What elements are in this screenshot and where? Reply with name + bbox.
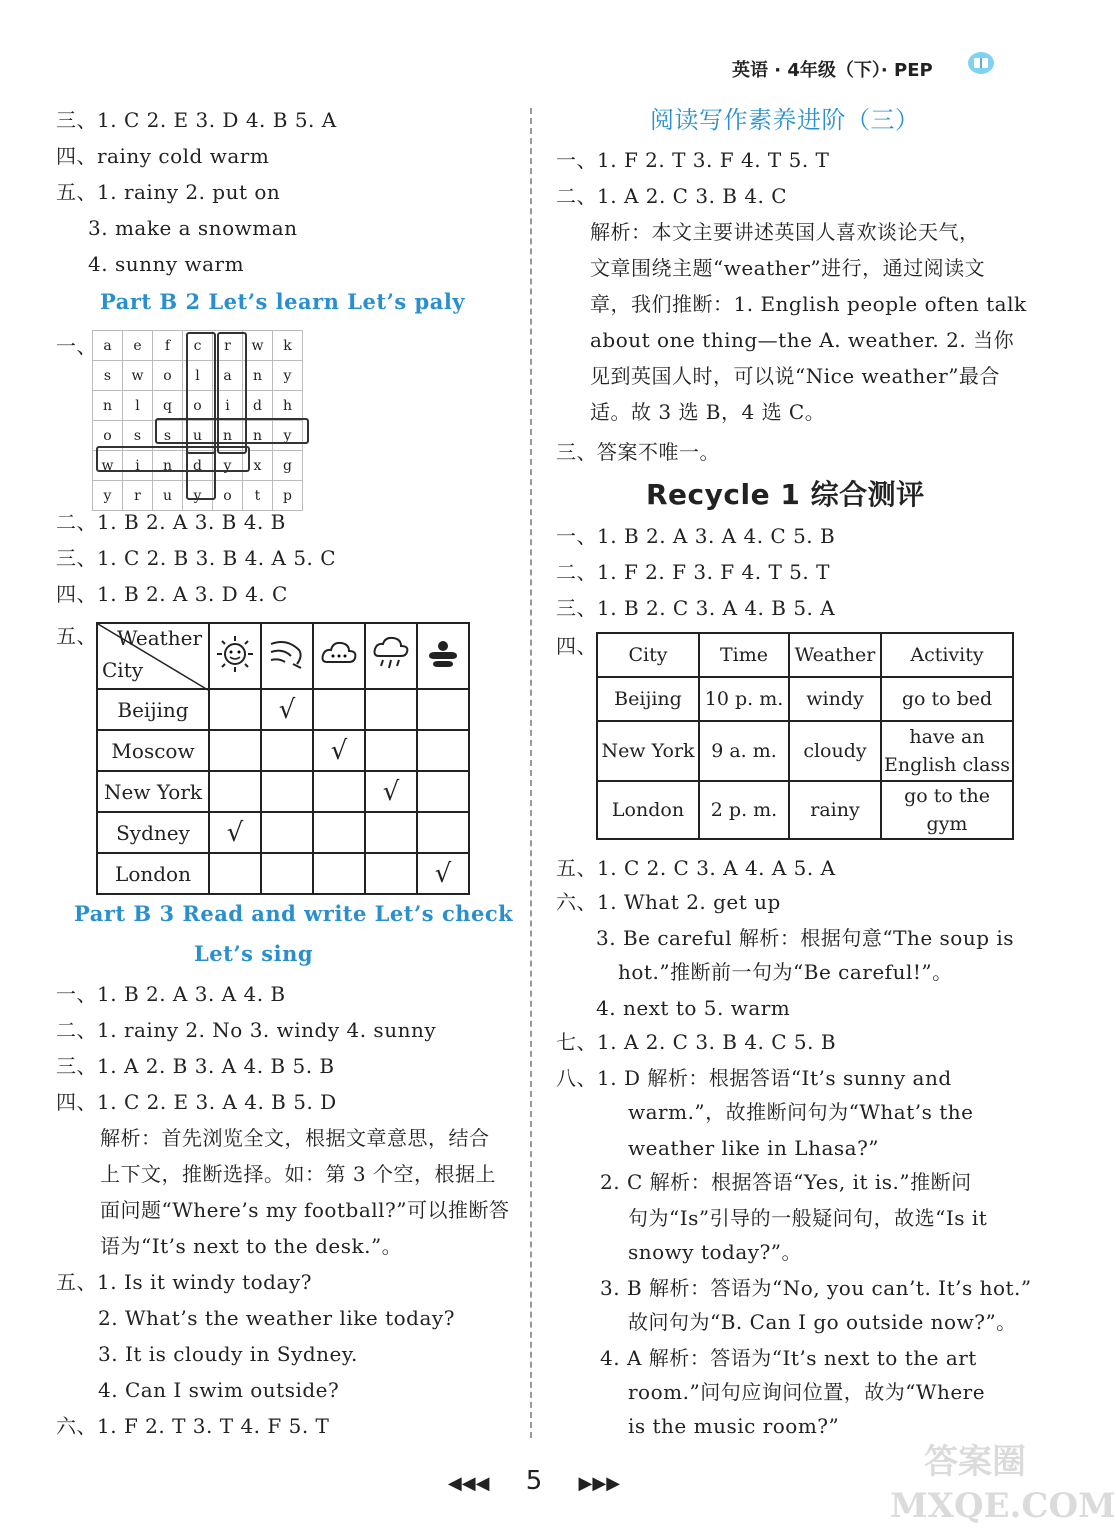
grid-cell: y [93,481,123,511]
grid-cell: o [153,361,183,391]
grid-cell: u [153,481,183,511]
word-box-dy [186,446,216,500]
section-title: Recycle 1 综合测评 [646,478,925,511]
grid-cell: e [123,331,153,361]
answer-line: 二、1. rainy 2. No 3. windy 4. sunny [56,1018,437,1042]
city-table-row [597,781,1013,839]
check-cell [209,853,261,894]
grid-cell: u [183,421,213,451]
check-cell [313,771,365,812]
table-cell: London [597,781,699,839]
city-table-row [597,721,1013,781]
city-cell: New York [97,771,209,812]
answer-line: 一、1. F 2. T 3. F 4. T 5. T [556,148,830,172]
answer-line: 五、1. Is it windy today? [56,1270,312,1294]
table-cell: rainy [789,781,881,839]
grid-cell: n [243,421,273,451]
grid-cell: y [273,421,303,451]
city-cell: Sydney [97,812,209,853]
weather-row [97,853,469,894]
check-cell [365,689,417,730]
check-cell [417,730,469,771]
answer-line: 4. Can I swim outside? [98,1378,340,1402]
check-cell [261,853,313,894]
grid-cell: h [273,391,303,421]
grid-cell: r [123,481,153,511]
answer-line: 三、1. A 2. B 3. A 4. B 5. B [56,1054,335,1078]
grid-cell: d [243,391,273,421]
check-cell [261,730,313,771]
answer-line: 四、1. C 2. E 3. A 4. B 5. D [56,1090,337,1114]
explanation-line: 见到英国人时，可以说“Nice weather”最合 [590,364,1000,388]
header-cell: Activity [881,633,1013,677]
answer-line: 四、1. B 2. A 3. D 4. C [56,582,288,606]
grid-cell: o [213,481,243,511]
grid-cell: r [213,331,243,361]
check-cell [313,812,365,853]
explanation-line: 4. A 解析：答语为“It’s next to the art [600,1346,977,1370]
answer-line: 三、1. C 2. E 3. D 4. B 5. A [56,108,337,132]
grid-cell: a [213,361,243,391]
question-label: 四、 [556,634,597,658]
answer-line: 六、1. F 2. T 3. T 4. F 5. T [56,1414,330,1438]
grid-cell: n [243,361,273,391]
grid-cell: w [123,361,153,391]
header-cell: Weather [789,633,881,677]
table-cell: have an English class [881,721,1013,781]
city-cell: Moscow [97,730,209,771]
answer-line: 三、答案不唯一。 [556,440,720,464]
answer-line: 六、1. What 2. get up [556,890,781,914]
check-cell: √ [417,853,469,894]
city-table-row [597,677,1013,721]
section-title: Part B 3 Read and write Let’s check [74,901,514,926]
grid-cell: a [93,331,123,361]
prev-page-icon[interactable]: ◀◀◀ [447,1473,490,1494]
explanation-line: hot.”推断前一句为“Be careful!”。 [618,960,953,984]
table-cell: Beijing [597,677,699,721]
explanation-line: 文章围绕主题“weather”进行，通过阅读文 [590,256,986,280]
column-divider [530,108,532,1438]
city-table [596,632,1014,840]
grid-cell: x [243,451,273,481]
grid-cell: k [273,331,303,361]
check-cell [209,689,261,730]
explanation-line: about one thing—the A. weather. 2. 当你 [590,328,1015,352]
explanation-line: 面问题“Where’s my football?”可以推断答 [100,1198,510,1222]
weather-table [96,622,470,895]
table-cell: 9 a. m. [699,721,789,781]
explanation-line: weather like in Lhasa?” [628,1136,880,1160]
weather-row [97,771,469,812]
explanation-line: room.”问句应询问位置，故为“Where [628,1380,986,1404]
explanation-line: is the music room?” [628,1414,840,1438]
answer-line: 3. make a snowman [88,216,298,240]
check-cell [417,812,469,853]
section-title: 阅读写作素养进阶（三） [650,106,920,134]
explanation-line: 八、1. D 解析：根据答语“It’s sunny and [556,1066,952,1090]
grid-cell: y [213,451,243,481]
grid-cell: g [273,451,303,481]
header-cell: Time [699,633,789,677]
grid-cell: t [243,481,273,511]
check-cell: √ [365,771,417,812]
explanation-line: 解析：首先浏览全文，根据文章意思，结合 [100,1126,490,1150]
explanation-line: warm.”，故推断问句为“What’s the [628,1100,974,1124]
grid-cell: w [243,331,273,361]
weather-row [97,689,469,730]
grid-cell: y [183,481,213,511]
weather-row [97,812,469,853]
answer-line: 五、1. rainy 2. put on [56,180,281,204]
answer-line: 三、1. C 2. B 3. B 4. A 5. C [56,546,337,570]
check-cell [313,853,365,894]
grid-cell: q [153,391,183,421]
grid-cell: l [183,361,213,391]
word-box-sunny [155,418,309,444]
cloud-icon [313,623,365,689]
grid-cell: o [183,391,213,421]
check-cell [261,812,313,853]
header-title: 英语 · 4年级（下）· PEP [732,60,933,81]
grid-cell: n [153,451,183,481]
cloud-sun-icon [417,623,469,689]
explanation-line: 故问句为“B. Can I go outside now?”。 [628,1310,1017,1334]
answer-line: 二、1. F 2. F 3. F 4. T 5. T [556,560,830,584]
city-cell: Beijing [97,689,209,730]
answer-line: 一、1. B 2. A 3. A 4. B [56,982,286,1006]
check-cell [261,771,313,812]
grid-cell: i [213,391,243,421]
next-page-icon[interactable]: ▶▶▶ [578,1473,621,1494]
answer-line: 四、rainy cold warm [56,144,270,168]
grid-cell: n [213,421,243,451]
answer-line: 七、1. A 2. C 3. B 4. C 5. B [556,1030,837,1054]
explanation-line: 3. Be careful 解析：根据句意“The soup is [596,926,1015,950]
grid-cell: p [273,481,303,511]
explanation-line: 语为“It’s next to the desk.”。 [100,1234,403,1258]
wind-icon [261,623,313,689]
check-cell [209,730,261,771]
table-cell: cloudy [789,721,881,781]
answer-line: 一、1. B 2. A 3. A 4. C 5. B [556,524,836,548]
city-table-header [597,633,1013,677]
check-cell [365,730,417,771]
explanation-line: 上下文，推断选择。如：第 3 个空，根据上 [100,1162,496,1186]
section-title: Part B 2 Let’s learn Let’s paly [100,289,465,314]
table-cell: 2 p. m. [699,781,789,839]
page-number: 5 [525,1466,543,1496]
weather-row [97,730,469,771]
weather-header: Weather [117,626,202,650]
word-box-windy [96,446,250,472]
check-cell [313,689,365,730]
table-cell: New York [597,721,699,781]
grid-cell: i [123,451,153,481]
check-cell: √ [313,730,365,771]
book-icon [966,50,996,76]
check-cell [365,853,417,894]
explanation-line: 2. C 解析：根据答语“Yes, it is.”推断问 [600,1170,972,1194]
grid-cell: y [273,361,303,391]
rain-icon [365,623,417,689]
grid-cell: n [93,391,123,421]
sun-icon [209,623,261,689]
explanation-line: 3. B 解析：答语为“No, you can’t. It’s hot.” [600,1276,1032,1300]
check-cell [417,689,469,730]
check-cell: √ [209,812,261,853]
answer-line: 4. next to 5. warm [596,996,791,1020]
answer-line: 4. sunny warm [88,252,245,276]
explanation-line: 解析：本文主要讲述英国人喜欢谈论天气， [590,220,980,244]
table-cell: go to bed [881,677,1013,721]
grid-cell: c [183,331,213,361]
answer-line: 2. What’s the weather like today? [98,1306,455,1330]
grid-cell: w [93,451,123,481]
grid-cell: d [183,451,213,481]
check-cell [209,771,261,812]
question-label: 一、 [56,334,97,358]
answer-line: 二、1. A 2. C 3. B 4. C [556,184,788,208]
header-cell: City [597,633,699,677]
grid-cell: s [153,421,183,451]
answer-line: 3. It is cloudy in Sydney. [98,1342,358,1366]
check-cell [365,812,417,853]
watermark-logo [890,1440,1116,1530]
explanation-line: 句为“Is”引导的一般疑问句，故选“Is it [628,1206,988,1230]
table-cell: windy [789,677,881,721]
explanation-line: 章，我们推断：1. English people often talk [590,292,1027,316]
grid-cell: f [153,331,183,361]
corner-cell [97,623,209,689]
question-label: 五、 [56,624,97,648]
table-cell: go to the gym [881,781,1013,839]
city-cell: London [97,853,209,894]
answer-line: 三、1. B 2. C 3. A 4. B 5. A [556,596,836,620]
grid-cell: o [93,421,123,451]
city-header: City [102,658,144,682]
explanation-line: snowy today?”。 [628,1240,803,1264]
check-cell: √ [261,689,313,730]
grid-cell: s [123,421,153,451]
watermark-text: 答案圈 MXQE.COM [890,1442,1116,1526]
answer-line: 二、1. B 2. A 3. B 4. B [56,510,286,534]
table-cell: 10 p. m. [699,677,789,721]
section-title: Let’s sing [194,941,314,966]
grid-cell: l [123,391,153,421]
grid-cell: s [93,361,123,391]
answer-line: 五、1. C 2. C 3. A 4. A 5. A [556,856,836,880]
explanation-line: 适。故 3 选 B，4 选 C。 [590,400,826,424]
check-cell [417,771,469,812]
